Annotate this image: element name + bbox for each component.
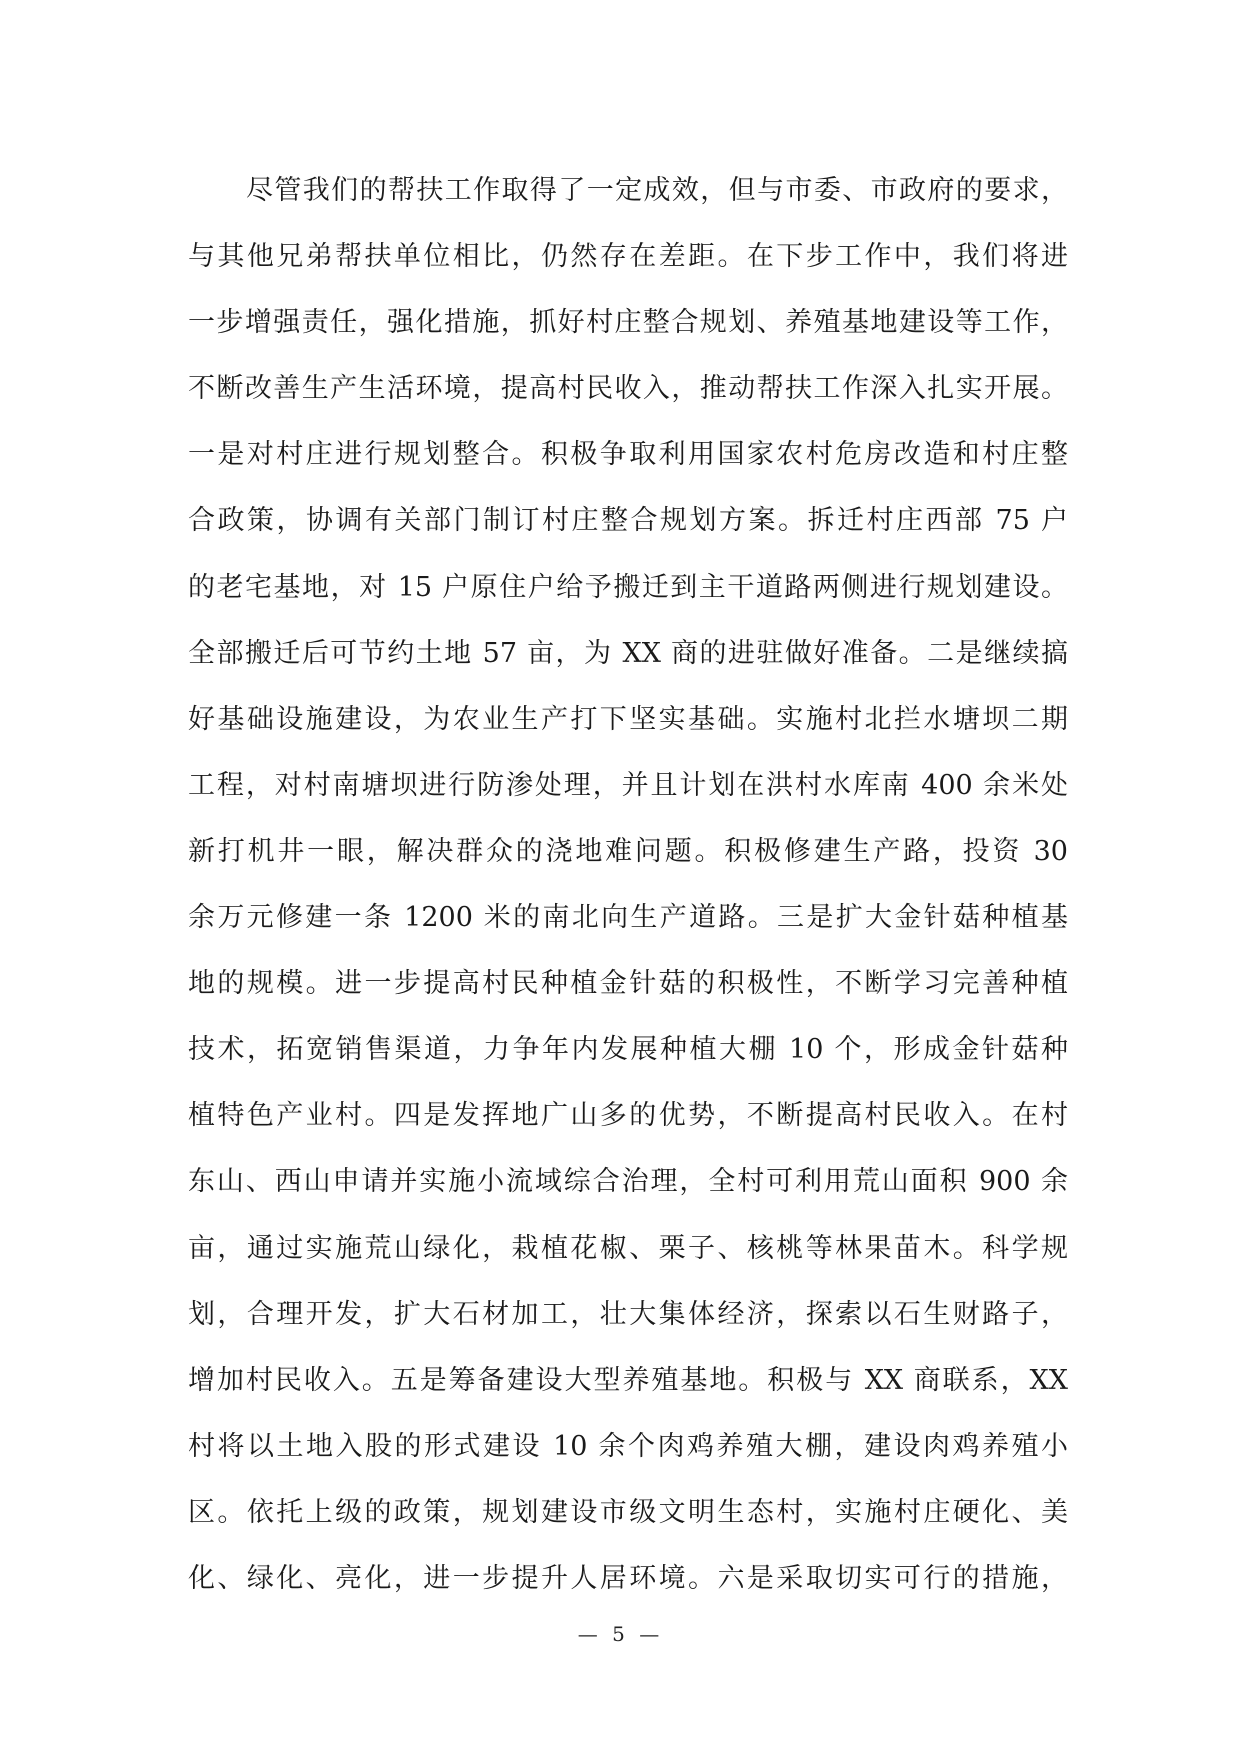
text-line: 地的规模。进一步提高村民种植金针菇的积极性，不断学习完善种植 — [188, 968, 1068, 1000]
text-line: 植特色产业村。四是发挥地广山多的优势，不断提高村民收入。在村 — [188, 1100, 1068, 1132]
text-line: 不断改善生产生活环境，提高村民收入，推动帮扶工作深入扎实开展。 — [188, 373, 1068, 405]
text-line: 的老宅基地，对 15 户原住户给予搬迁到主干道路两侧进行规划建设。 — [188, 571, 1068, 603]
text-line: 新打机井一眼，解决群众的浇地难问题。积极修建生产路，投资 30 — [188, 835, 1068, 867]
text-line: 余万元修建一条 1200 米的南北向生产道路。三是扩大金针菇种植基 — [188, 902, 1068, 934]
text-line: 东山、西山申请并实施小流域综合治理，全村可利用荒山面积 900 余 — [188, 1166, 1068, 1198]
text-line: 与其他兄弟帮扶单位相比，仍然存在差距。在下步工作中，我们将进 — [188, 241, 1068, 273]
text-line: 好基础设施建设，为农业生产打下坚实基础。实施村北拦水塘坝二期 — [188, 703, 1068, 735]
text-line: 技术，拓宽销售渠道，力争年内发展种植大棚 10 个，形成金针菇种 — [188, 1034, 1068, 1066]
text-line: 全部搬迁后可节约土地 57 亩，为 XX 商的进驻做好准备。二是继续搞 — [188, 637, 1068, 669]
text-line: 亩，通过实施荒山绿化，栽植花椒、栗子、核桃等林果苗木。科学规 — [188, 1232, 1068, 1264]
text-line: 一是对村庄进行规划整合。积极争取利用国家农村危房改造和村庄整 — [188, 439, 1068, 471]
text-line: 化、绿化、亮化，进一步提升人居环境。六是采取切实可行的措施， — [188, 1562, 1068, 1594]
text-line: 增加村民收入。五是筹备建设大型养殖基地。积极与 XX 商联系，XX — [188, 1364, 1068, 1396]
page-number: — 5 — — [577, 1622, 664, 1646]
text-line: 区。依托上级的政策，规划建设市级文明生态村，实施村庄硬化、美 — [188, 1496, 1068, 1528]
text-line: 村将以土地入股的形式建设 10 余个肉鸡养殖大棚，建设肉鸡养殖小 — [188, 1430, 1068, 1462]
text-line: 尽管我们的帮扶工作取得了一定成效，但与市委、市政府的要求， — [246, 175, 1068, 206]
text-line: 工程，对村南塘坝进行防渗处理，并且计划在洪村水库南 400 余米处 — [188, 769, 1068, 801]
body-paragraph — [188, 158, 1068, 1612]
text-line: 划，合理开发，扩大石材加工，壮大集体经济，探索以石生财路子， — [188, 1298, 1068, 1330]
text-line: 合政策，协调有关部门制订村庄整合规划方案。拆迁村庄西部 75 户 — [188, 505, 1068, 537]
text-line: 一步增强责任，强化措施，抓好村庄整合规划、养殖基地建设等工作， — [188, 307, 1068, 339]
